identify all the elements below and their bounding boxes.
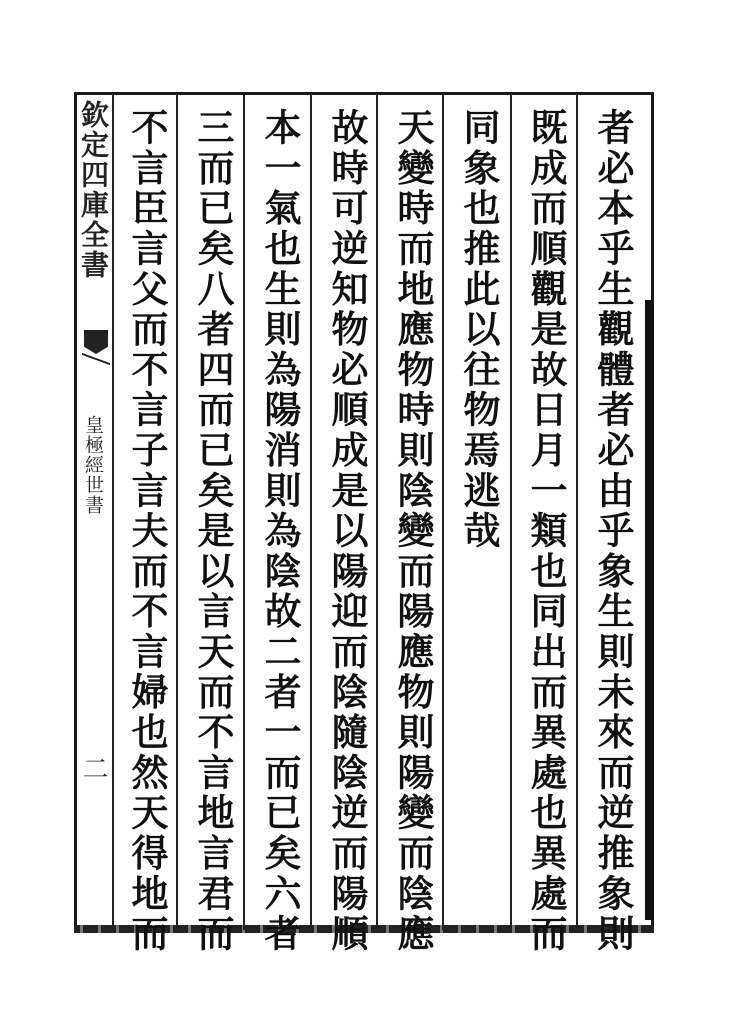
margin-page-number: 二: [78, 755, 108, 781]
column-divider: [442, 95, 444, 930]
column-divider: [112, 95, 114, 930]
column-divider: [576, 95, 578, 930]
fishtail-mark-icon: [84, 330, 108, 354]
fishtail-lines: [82, 353, 110, 379]
column-divider: [310, 95, 312, 930]
text-column-4: 天變時而地應物時則陰變而陽應物則陽變而陰應: [391, 108, 435, 955]
column-divider: [510, 95, 512, 930]
column-divider: [376, 95, 378, 930]
text-column-5: 故時可逆知物必順成是以陽迎而陰隨陰逆而陽順: [325, 108, 369, 955]
column-divider: [176, 95, 178, 930]
binding-edge: [645, 300, 654, 920]
text-column-7: 三而已矣八者四而已矣是以言天而不言地言君而: [191, 108, 235, 955]
text-column-8: 不言臣言父而不言子言夫而不言婦也然天得地而: [125, 108, 169, 955]
margin-book-name: 皇極經世書: [82, 415, 104, 515]
margin-book-title: 欽定四庫全書: [77, 100, 110, 280]
text-column-3: 同象也推此以往物焉逃哉: [457, 108, 501, 552]
text-column-6: 本一氣也生則為陽消則為陰故二者一而已矣六者: [258, 108, 302, 955]
column-divider: [243, 95, 245, 930]
text-column-1: 者必本乎生觀體者必由乎象生則未來而逆推象則: [591, 108, 635, 955]
text-column-2: 既成而順觀是故日月一類也同出而異處也異處而: [524, 108, 568, 955]
frame-top-line: [74, 92, 654, 95]
